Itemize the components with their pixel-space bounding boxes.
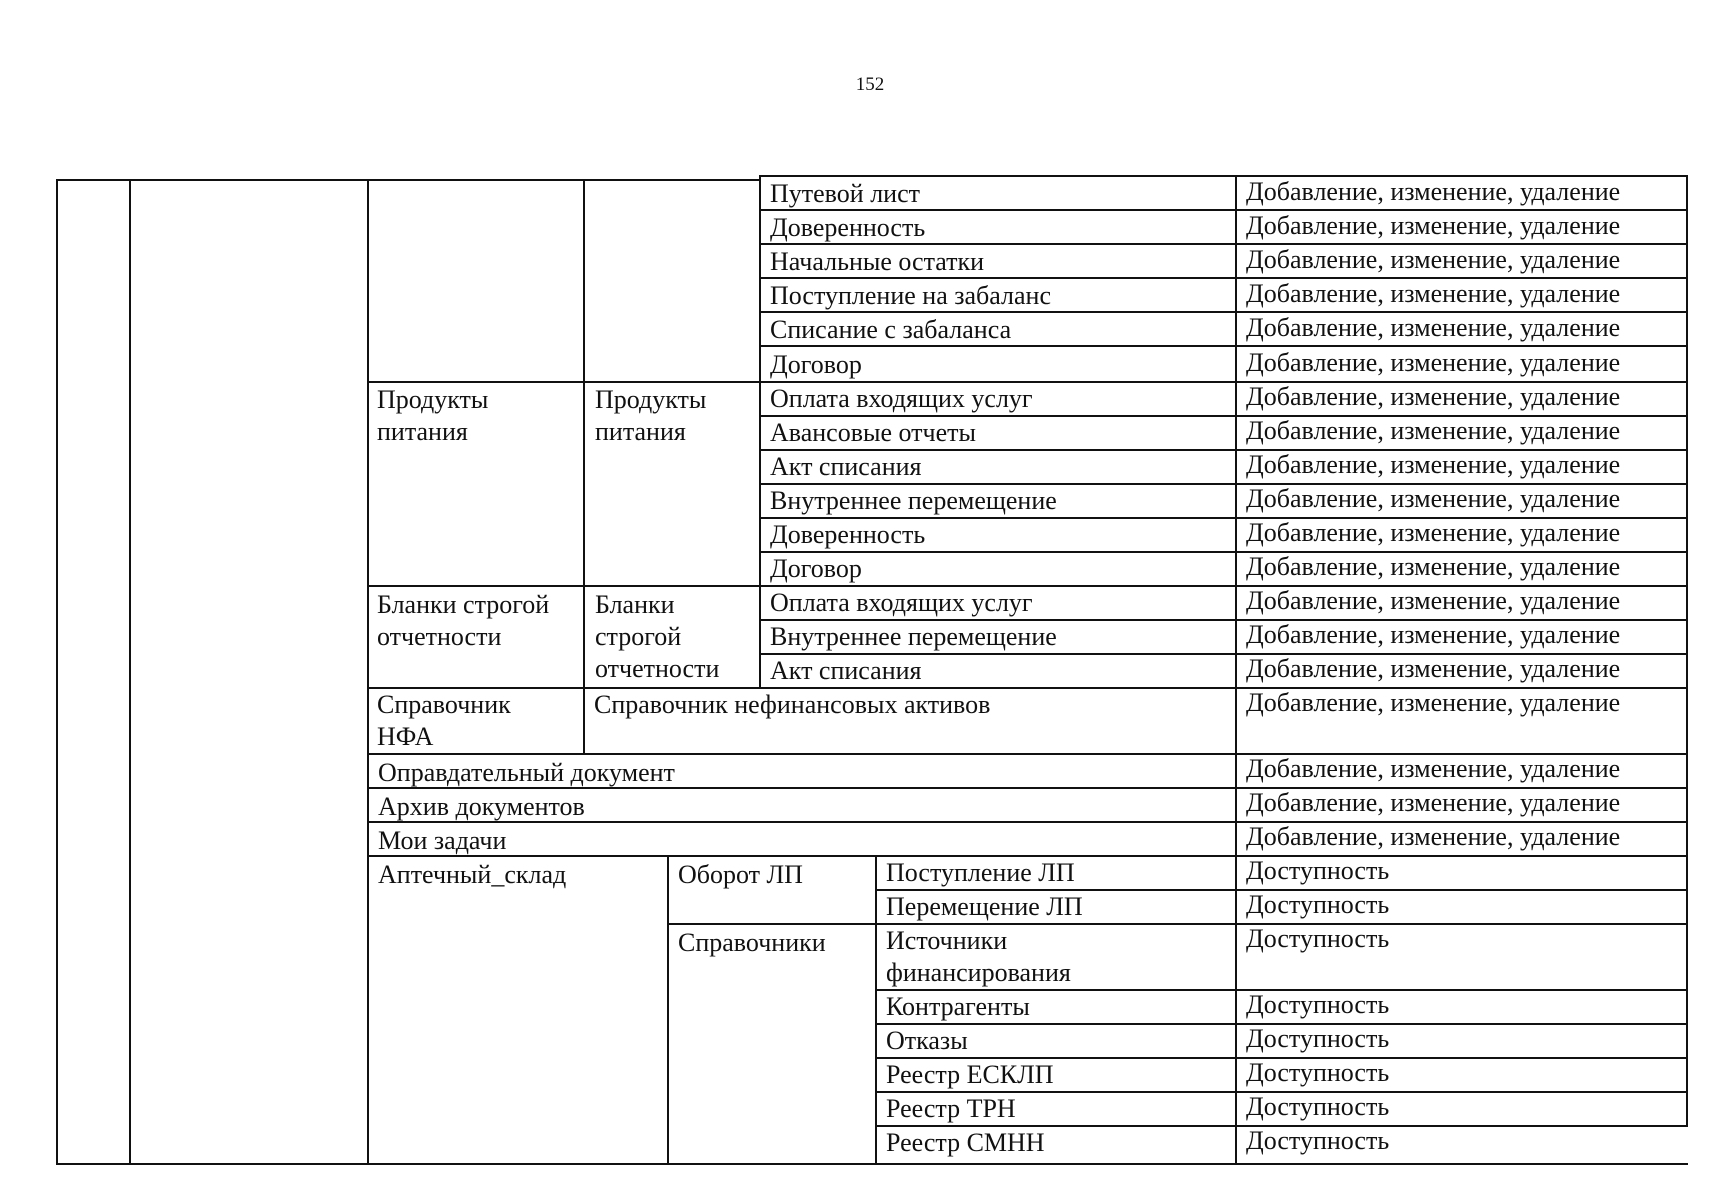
access-cell: Добавление, изменение, удаление: [1246, 348, 1621, 377]
item-cell: Мои задачи: [378, 826, 507, 855]
item-cell: Списание с забаланса: [770, 315, 1012, 344]
group-cell-nfa: Справочник НФА: [377, 690, 511, 751]
group-cell-blanks: Бланки строгой отчетности: [377, 590, 550, 651]
group-cell-blanks: Бланки строгой отчетности: [595, 590, 720, 683]
item-cell: Источники финансирования: [886, 926, 1071, 987]
access-cell: Добавление, изменение, удаление: [1246, 688, 1621, 717]
access-cell: Доступность: [1246, 990, 1390, 1019]
access-cell: Добавление, изменение, удаление: [1246, 518, 1621, 547]
item-cell: Отказы: [886, 1026, 968, 1055]
access-cell: Добавление, изменение, удаление: [1246, 245, 1621, 274]
item-cell: Договор: [770, 554, 862, 583]
access-cell: Добавление, изменение, удаление: [1246, 416, 1621, 445]
item-cell: Поступление на забаланс: [770, 281, 1052, 310]
item-cell: Оправдательный документ: [378, 758, 675, 787]
access-cell: Доступность: [1246, 1024, 1390, 1053]
item-cell: Доверенность: [770, 213, 926, 242]
item-cell: Контрагенты: [886, 992, 1030, 1021]
access-cell: Добавление, изменение, удаление: [1246, 382, 1621, 411]
item-cell: Путевой лист: [770, 179, 920, 208]
access-cell: Добавление, изменение, удаление: [1246, 211, 1621, 240]
group-cell-food: Продукты питания: [377, 385, 489, 446]
item-cell: Реестр СМНН: [886, 1128, 1045, 1157]
item-cell: Справочник нефинансовых активов: [594, 690, 991, 719]
item-cell: Оплата входящих услуг: [770, 588, 1033, 617]
access-cell: Доступность: [1246, 856, 1390, 885]
group-cell-pharmacy: Аптечный_склад: [378, 860, 567, 889]
item-cell: Перемещение ЛП: [886, 892, 1083, 921]
access-cell: Добавление, изменение, удаление: [1246, 586, 1621, 615]
group-cell-references: Справочники: [678, 928, 826, 957]
item-cell: Реестр ТРН: [886, 1094, 1016, 1123]
access-cell: Добавление, изменение, удаление: [1246, 788, 1621, 817]
access-cell: Доступность: [1246, 1126, 1390, 1155]
access-cell: Добавление, изменение, удаление: [1246, 822, 1621, 851]
item-cell: Оплата входящих услуг: [770, 384, 1033, 413]
item-cell: Начальные остатки: [770, 247, 985, 276]
access-cell: Добавление, изменение, удаление: [1246, 754, 1621, 783]
item-cell: Договор: [770, 350, 862, 379]
access-cell: Доступность: [1246, 1058, 1390, 1087]
access-cell: Добавление, изменение, удаление: [1246, 620, 1621, 649]
item-cell: Доверенность: [770, 520, 926, 549]
item-cell: Архив документов: [378, 792, 585, 821]
page-number: 152: [855, 74, 885, 95]
access-cell: Добавление, изменение, удаление: [1246, 450, 1621, 479]
access-cell: Доступность: [1246, 890, 1390, 919]
permissions-table: [56, 175, 1688, 1175]
access-cell: Добавление, изменение, удаление: [1246, 654, 1621, 683]
access-cell: Добавление, изменение, удаление: [1246, 177, 1621, 206]
group-cell-turnover: Оборот ЛП: [678, 860, 803, 889]
group-cell-food: Продукты питания: [595, 385, 707, 446]
item-cell: Внутреннее перемещение: [770, 622, 1057, 651]
access-cell: Добавление, изменение, удаление: [1246, 484, 1621, 513]
item-cell: Акт списания: [770, 452, 922, 481]
item-cell: Поступление ЛП: [886, 858, 1075, 887]
item-cell: Внутреннее перемещение: [770, 486, 1057, 515]
item-cell: Авансовые отчеты: [770, 418, 976, 447]
access-cell: Добавление, изменение, удаление: [1246, 552, 1621, 581]
item-cell: Акт списания: [770, 656, 922, 685]
access-cell: Доступность: [1246, 924, 1390, 953]
access-cell: Доступность: [1246, 1092, 1390, 1121]
access-cell: Добавление, изменение, удаление: [1246, 279, 1621, 308]
item-cell: Реестр ЕСКЛП: [886, 1060, 1054, 1089]
access-cell: Добавление, изменение, удаление: [1246, 313, 1621, 342]
